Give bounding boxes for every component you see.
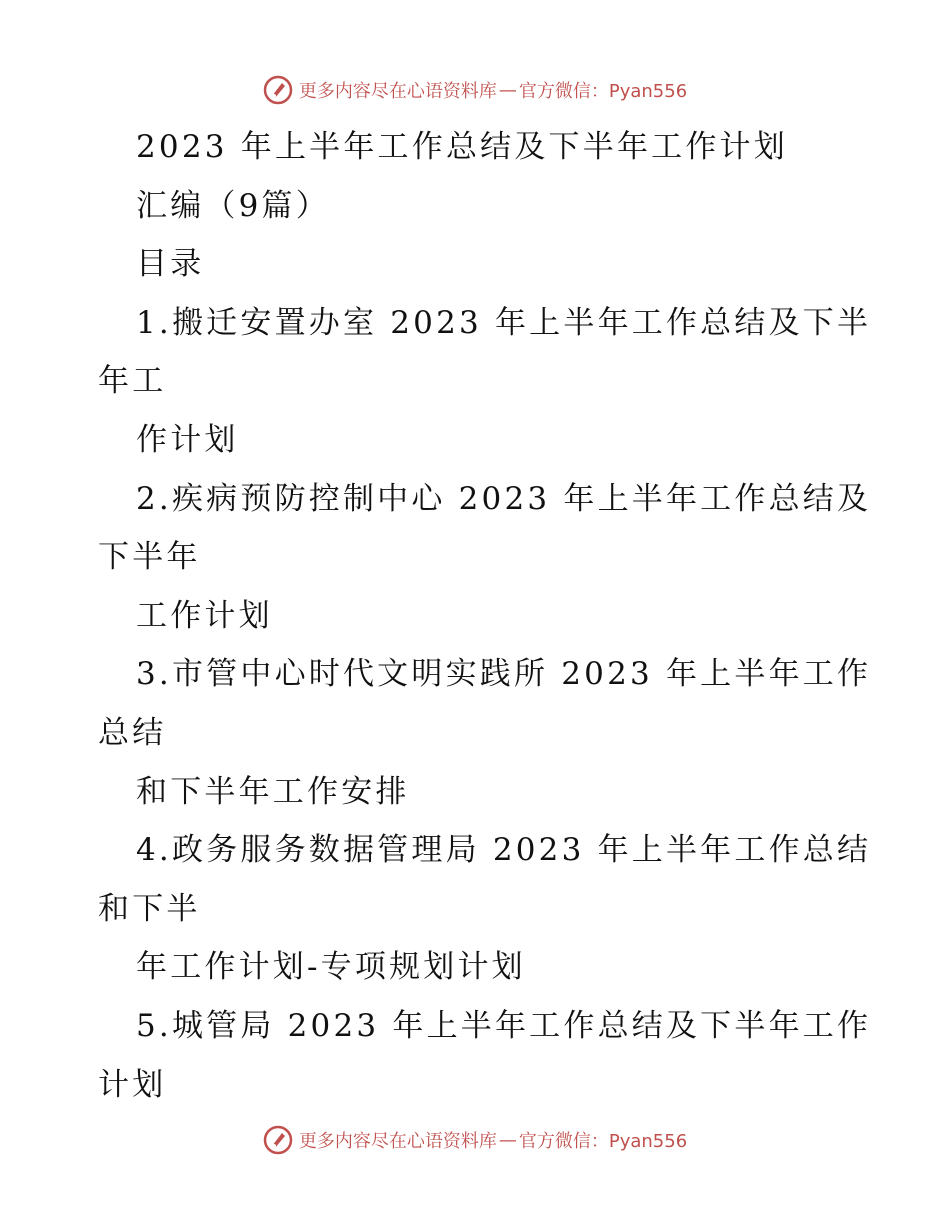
header-watermark (0, 70, 950, 110)
toc-item-4-line-3: 年工作计划-专项规划计划 (136, 949, 526, 986)
watermark-separator: — (498, 1129, 517, 1151)
watermark-wechat-text: 官方微信：Pyan556 (518, 81, 688, 102)
toc-item-4-line-1: 4.政务服务数据管理局 2023 年上半年工作总结 (136, 832, 872, 869)
doc-title-line-1: 2023 年上半年工作总结及下半年工作计划 (136, 129, 788, 165)
toc-item-2-line-3: 工作计划 (136, 597, 273, 634)
pen-nib-logo-icon (263, 75, 293, 105)
toc-heading: 目录 (136, 246, 205, 283)
pen-nib-logo-icon (263, 1125, 293, 1155)
toc-item-1-line-2: 年工 (98, 363, 167, 400)
watermark-site-text: 更多内容尽在心语资料库 (298, 81, 497, 102)
toc-item-1-line-3: 作计划 (136, 421, 239, 458)
toc-item-5-line-2: 计划 (98, 1066, 167, 1103)
toc-item-2-line-2: 下半年 (98, 539, 201, 576)
toc-item-4-line-2: 和下半 (98, 890, 201, 927)
toc-item-1-line-1: 1.搬迁安置办室 2023 年上半年工作总结及下半 (136, 304, 872, 341)
watermark-site-text: 更多内容尽在心语资料库 (298, 1131, 497, 1152)
toc-item-3-line-3: 和下半年工作安排 (136, 773, 410, 810)
toc-item-5-line-1: 5.城管局 2023 年上半年工作总结及下半年工作 (136, 1007, 872, 1044)
toc-item-3-line-1: 3.市管中心时代文明实践所 2023 年上半年工作 (136, 656, 872, 693)
toc-item-2-line-1: 2.疾病预防控制中心 2023 年上半年工作总结及 (136, 480, 872, 517)
doc-title-line-2: 汇编（9篇） (136, 187, 330, 224)
watermark-wechat-text: 官方微信：Pyan556 (518, 1131, 688, 1152)
toc-item-3-line-2: 总结 (98, 714, 167, 751)
document-body (98, 118, 872, 1114)
watermark-separator: — (498, 79, 517, 101)
footer-watermark (0, 1120, 950, 1160)
